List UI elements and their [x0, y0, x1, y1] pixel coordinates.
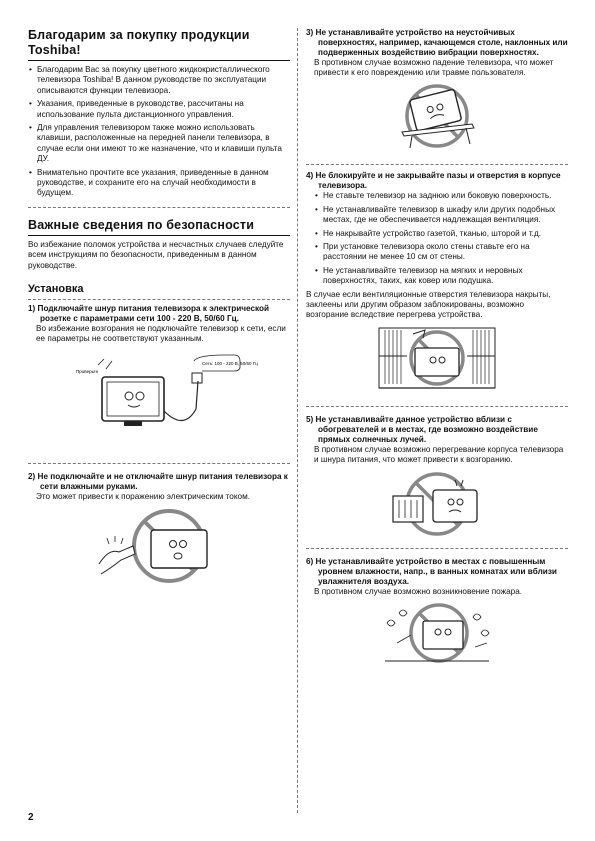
item5-body: В противном случае возможно перегревание корпуса телевизора и шнура питания, что может привести к возгоранию.: [314, 445, 564, 465]
item6-title: 6) Не устанавливайте устройство в местах с повышенным уровнем влажности, напр., в ванных комнатах или вблизи увлажнителя воздуха.: [306, 556, 557, 586]
safety-heading: Важные сведения по безопасности: [28, 217, 255, 232]
item6-body: В противном случае возможно возникновение пожара.: [314, 586, 523, 596]
item3-body: В противном случае возможно падение телевизора, что может привести к его повреждению или травме пользователя.: [314, 58, 554, 78]
item2-body: Это может привести к поражению электрическим током.: [36, 491, 250, 501]
item5-title: 5) Не устанавливайте данное устройство вблизи с обогревателей и в местах, где возможно воздействие прямых солнечных лучей.: [306, 415, 538, 445]
item4-bullet: • Не устанавливайте телевизор в шкафу или других подобных местах, где не обеспечивается надлежащая вентиляция.: [314, 205, 568, 226]
column-divider: [297, 28, 298, 813]
heater-illustration: [377, 472, 497, 538]
item-divider: [306, 548, 568, 549]
right-column: [306, 28, 568, 665]
install-heading: Установка: [28, 283, 84, 296]
item-divider: [306, 164, 568, 165]
unstable-surface-illustration: [372, 84, 502, 150]
item4-bullet: • Не накрывайте устройство газетой, тканью, шторой и т.д.: [314, 229, 568, 239]
item1-body: Во избежание возгорания не подключайте телевизор к сети, если ее параметры не соответствуют указанным.: [36, 324, 286, 344]
tv-power-illustration: [74, 351, 258, 443]
item-divider: [306, 406, 568, 407]
safety-intro: Во избежание поломок устройства и несчастных случаев следуйте всем инструкциям по безопасности, приведенным в данном руководстве.: [28, 239, 284, 270]
item4-bullet: • Не ставьте телевизор на заднюю или боковую поверхность.: [314, 191, 568, 201]
item4-title: 4) Не блокируйте и не закрывайте пазы и отверстия в корпусе телевизора.: [306, 171, 561, 191]
item-divider: [28, 463, 290, 464]
item4-bullet: • Не устанавливайте телевизор на мягких и неровных поверхностях, таких, как ковер или подушка.: [314, 266, 568, 287]
thanks-bullet: • Для управления телевизором также можно использовать клавиши, расположенные на передней панели телевизора, в случае если они имеют то же назначение, что и клавиши пульта ДУ.: [28, 123, 290, 165]
item4-bullet: • При установке телевизора около стены ставьте его на расстоянии не менее 10 см от стены.: [314, 242, 568, 263]
voltage-callout: Сеть: 100 - 220 В, 50/60 Гц: [202, 360, 258, 366]
thanks-bullet: • Внимательно прочтите все указания, приведенные в данном руководстве, и сохраните его на случай необходимости в будущем.: [28, 168, 290, 199]
item4-body: В случае если вентиляционные отверстия телевизора накрыты, заклеены или другим образом заблокированы, возможно возгорание вследствие перегрева устройства.: [306, 289, 551, 320]
wet-hands-illustration: [89, 508, 229, 584]
install-divider: [28, 299, 290, 300]
humidity-illustration: [377, 603, 497, 665]
thanks-heading-block: [28, 28, 290, 61]
thanks-bullet-list: [28, 65, 290, 199]
item2-title: 2) Не подключайте и не отключайте шнур питания телевизора к сети влажными руками.: [28, 471, 288, 491]
safety-heading-block: [28, 218, 290, 236]
blocked-vents-illustration: [377, 326, 497, 396]
page-number: 2: [28, 812, 34, 823]
item1-title: 1) Подключайте шнур питания телевизора к электрической розетке с параметрами сети 100 - 220 В, 50/60 Гц.: [28, 304, 270, 324]
thanks-bullet: • Указания, приведенные в руководстве, рассчитаны на использование пульта дистанционного управления.: [28, 99, 290, 120]
section-divider: [28, 207, 290, 208]
check-callout: Проверьте: [76, 368, 99, 374]
left-column: [28, 28, 290, 584]
thanks-heading: Благодарим за покупку продукции Toshiba!: [28, 28, 250, 57]
item3-title: 3) Не устанавливайте устройство на неустойчивых поверхностях, например, качающемся столе, наклонных или подверженных воздействию вибрации поверхностях.: [306, 28, 568, 57]
thanks-bullet: • Благодарим Вас за покупку цветного жидкокристаллического телевизора Toshiba! В данном руководстве по эксплуатации описываются функции телевизора.: [28, 65, 290, 96]
item4-bullet-list: [306, 191, 568, 286]
